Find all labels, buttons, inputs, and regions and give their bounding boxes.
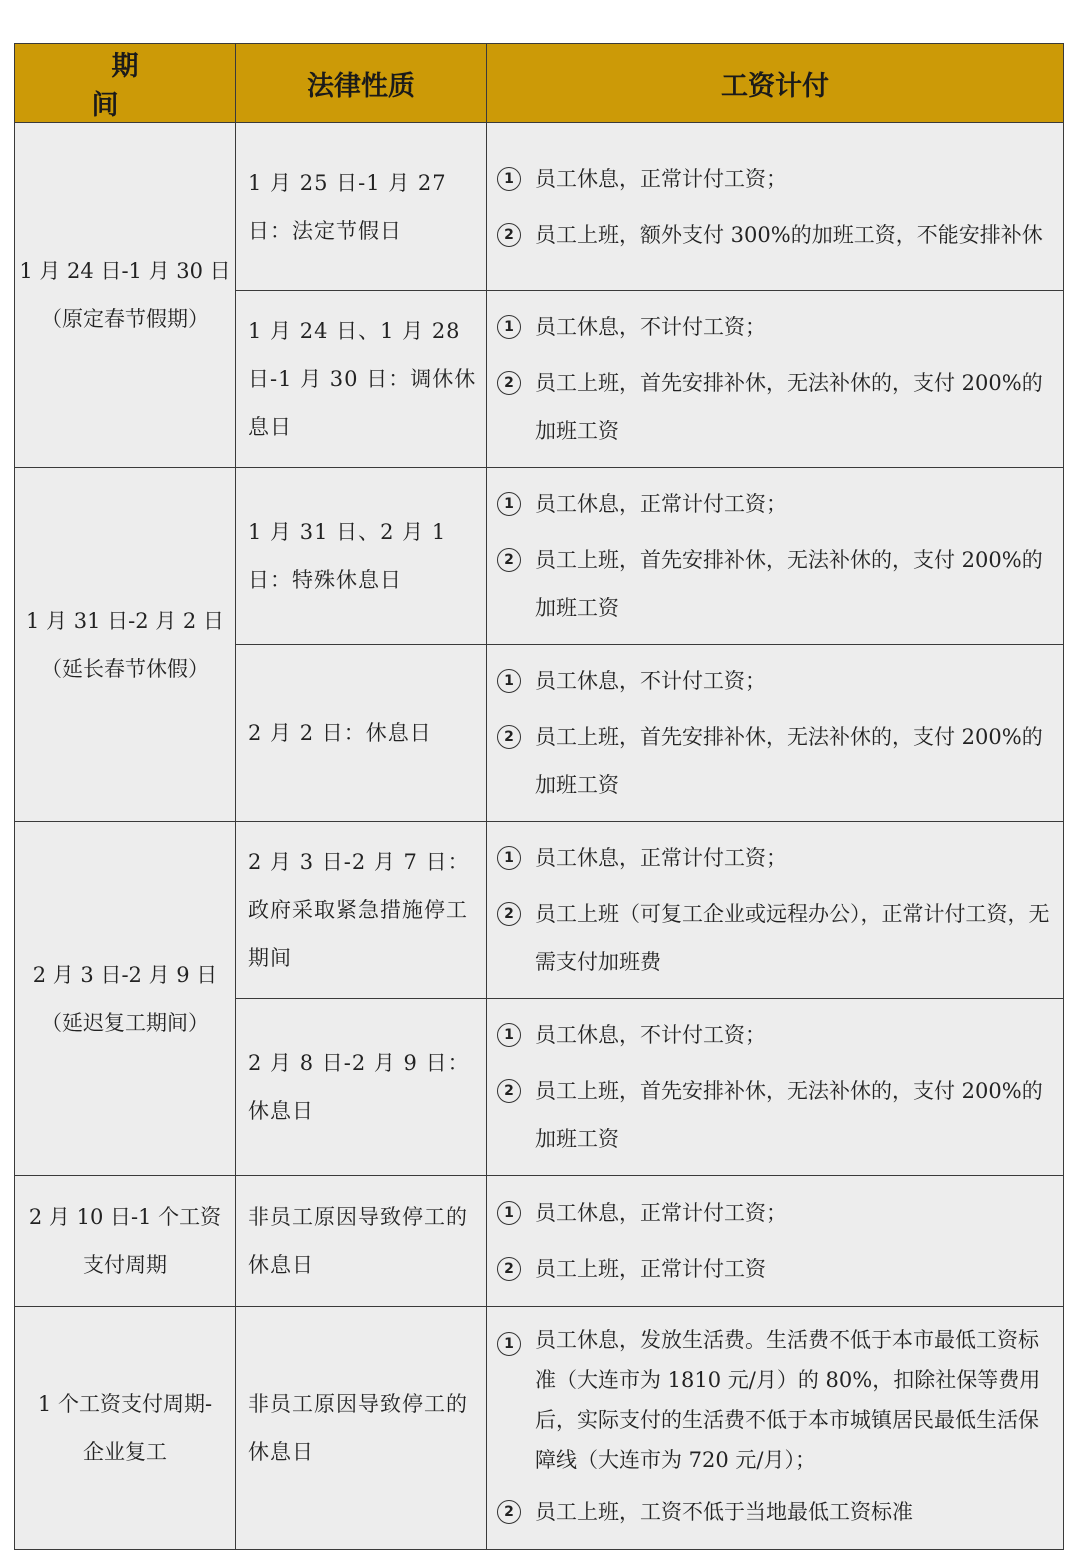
table-row bbox=[15, 468, 1064, 645]
legal-nature-cell: 2 月 8 日-2 月 9 日：休息日 bbox=[236, 999, 487, 1176]
legal-nature-cell: 非员工原因导致停工的休息日 bbox=[236, 1307, 487, 1550]
circled-number-2-icon: 2 bbox=[497, 902, 521, 926]
legal-nature-cell: 2 月 2 日：休息日 bbox=[236, 645, 487, 822]
circled-number-2-icon: 2 bbox=[497, 223, 521, 247]
wage-payment-cell bbox=[487, 1307, 1064, 1550]
period-note: （延迟复工期间） bbox=[41, 1010, 209, 1035]
pay-item-text: 员工上班，首先安排补休，无法补休的，支付 200%的加班工资 bbox=[535, 725, 1043, 797]
pay-item-text: 员工休息，不计付工资； bbox=[535, 1023, 766, 1047]
pay-item bbox=[497, 1067, 1053, 1163]
period-note: 支付周期 bbox=[83, 1253, 167, 1277]
wage-payment-cell bbox=[487, 822, 1064, 999]
pay-item bbox=[497, 480, 1053, 528]
period-dates: 2 月 10 日-1 个工资 bbox=[28, 1205, 222, 1229]
pay-item-text: 员工休息，正常计付工资； bbox=[535, 846, 787, 870]
pay-item-text: 员工休息，正常计付工资； bbox=[535, 492, 787, 516]
pay-item-text: 员工休息，不计付工资； bbox=[535, 315, 766, 339]
pay-item bbox=[497, 359, 1053, 455]
circled-number-1-icon: 1 bbox=[497, 492, 521, 516]
pay-item bbox=[497, 303, 1053, 351]
legal-nature-cell: 1 月 24 日、1 月 28 日-1 月 30 日：调休休息日 bbox=[236, 291, 487, 468]
pay-item bbox=[497, 211, 1053, 259]
circled-number-1-icon: 1 bbox=[497, 167, 521, 191]
circled-number-1-icon: 1 bbox=[497, 1023, 521, 1047]
pay-item bbox=[497, 1320, 1053, 1480]
pay-item-text: 员工休息，正常计付工资； bbox=[535, 1201, 787, 1225]
circled-number-2-icon: 2 bbox=[497, 1257, 521, 1281]
pay-item-text: 员工上班，额外支付 300%的加班工资，不能安排补休 bbox=[535, 222, 1043, 247]
legal-nature-cell: 1 月 31 日、2 月 1 日：特殊休息日 bbox=[236, 468, 487, 645]
period-note: （原定春节假期） bbox=[41, 307, 209, 331]
circled-number-2-icon: 2 bbox=[497, 1500, 521, 1524]
period-dates: 2 月 3 日-2 月 9 日 bbox=[32, 962, 218, 987]
header-legal-nature: 法律性质 bbox=[236, 44, 487, 123]
period-note: 企业复工 bbox=[83, 1440, 167, 1464]
pay-item bbox=[497, 834, 1053, 882]
table-row bbox=[15, 822, 1064, 999]
pay-item-text: 员工休息，不计付工资； bbox=[535, 669, 766, 693]
wage-payment-cell bbox=[487, 1176, 1064, 1307]
pay-item-text: 员工上班，首先安排补休，无法补休的，支付 200%的加班工资 bbox=[535, 371, 1043, 443]
circled-number-1-icon: 1 bbox=[497, 315, 521, 339]
wage-payment-table bbox=[14, 43, 1064, 1550]
pay-item bbox=[497, 1189, 1053, 1237]
pay-item bbox=[497, 1011, 1053, 1059]
wage-payment-cell bbox=[487, 999, 1064, 1176]
wage-payment-cell bbox=[487, 291, 1064, 468]
wage-payment-cell bbox=[487, 123, 1064, 291]
period-cell bbox=[15, 822, 236, 1176]
pay-item-text: 员工上班，工资不低于当地最低工资标准 bbox=[535, 1500, 913, 1524]
legal-nature-cell: 非员工原因导致停工的休息日 bbox=[236, 1176, 487, 1307]
pay-item bbox=[497, 1245, 1053, 1293]
pay-item-text: 员工上班（可复工企业或远程办公），正常计付工资，无需支付加班费 bbox=[535, 902, 1050, 974]
circled-number-2-icon: 2 bbox=[497, 725, 521, 749]
pay-item bbox=[497, 1488, 1053, 1536]
period-note: （延长春节休假） bbox=[41, 656, 209, 681]
pay-item-text: 员工上班，首先安排补休，无法补休的，支付 200%的加班工资 bbox=[535, 1079, 1043, 1151]
circled-number-2-icon: 2 bbox=[497, 371, 521, 395]
period-cell bbox=[15, 468, 236, 822]
pay-item bbox=[497, 155, 1053, 203]
pay-item bbox=[497, 657, 1053, 705]
period-cell bbox=[15, 1176, 236, 1307]
pay-item-text: 员工上班，首先安排补休，无法补休的，支付 200%的加班工资 bbox=[535, 548, 1043, 620]
table-row bbox=[15, 1307, 1064, 1550]
circled-number-1-icon: 1 bbox=[497, 1201, 521, 1225]
period-dates: 1 个工资支付周期- bbox=[37, 1392, 213, 1416]
table-header-row bbox=[15, 44, 1064, 123]
wage-payment-cell bbox=[487, 645, 1064, 822]
table-row bbox=[15, 1176, 1064, 1307]
period-dates: 1 月 24 日-1 月 30 日 bbox=[19, 259, 231, 283]
pay-item bbox=[497, 536, 1053, 632]
circled-number-1-icon: 1 bbox=[497, 846, 521, 870]
table-row bbox=[15, 123, 1064, 291]
period-cell bbox=[15, 123, 236, 468]
pay-item-text: 员工休息，正常计付工资； bbox=[535, 166, 787, 191]
circled-number-2-icon: 2 bbox=[497, 548, 521, 572]
header-period: 期 间 bbox=[15, 44, 236, 123]
pay-item bbox=[497, 890, 1053, 986]
circled-number-1-icon: 1 bbox=[497, 1332, 521, 1356]
period-cell bbox=[15, 1307, 236, 1550]
legal-nature-cell: 2 月 3 日-2 月 7 日：政府采取紧急措施停工期间 bbox=[236, 822, 487, 999]
pay-item bbox=[497, 713, 1053, 809]
header-wage-payment: 工资计付 bbox=[487, 44, 1064, 123]
legal-nature-cell: 1 月 25 日-1 月 27 日：法定节假日 bbox=[236, 123, 487, 291]
pay-item-text: 员工上班，正常计付工资 bbox=[535, 1257, 766, 1281]
pay-item-text: 员工休息，发放生活费。生活费不低于本市最低工资标准（大连市为 1810 元/月）的 80%，扣除社保等费用后，实际支付的生活费不低于本市城镇居民最低生活保障线（大连市为 720 元/月）； bbox=[535, 1328, 1041, 1472]
period-dates: 1 月 31 日-2 月 2 日 bbox=[26, 608, 224, 633]
circled-number-2-icon: 2 bbox=[497, 1079, 521, 1103]
wage-payment-cell bbox=[487, 468, 1064, 645]
circled-number-1-icon: 1 bbox=[497, 669, 521, 693]
